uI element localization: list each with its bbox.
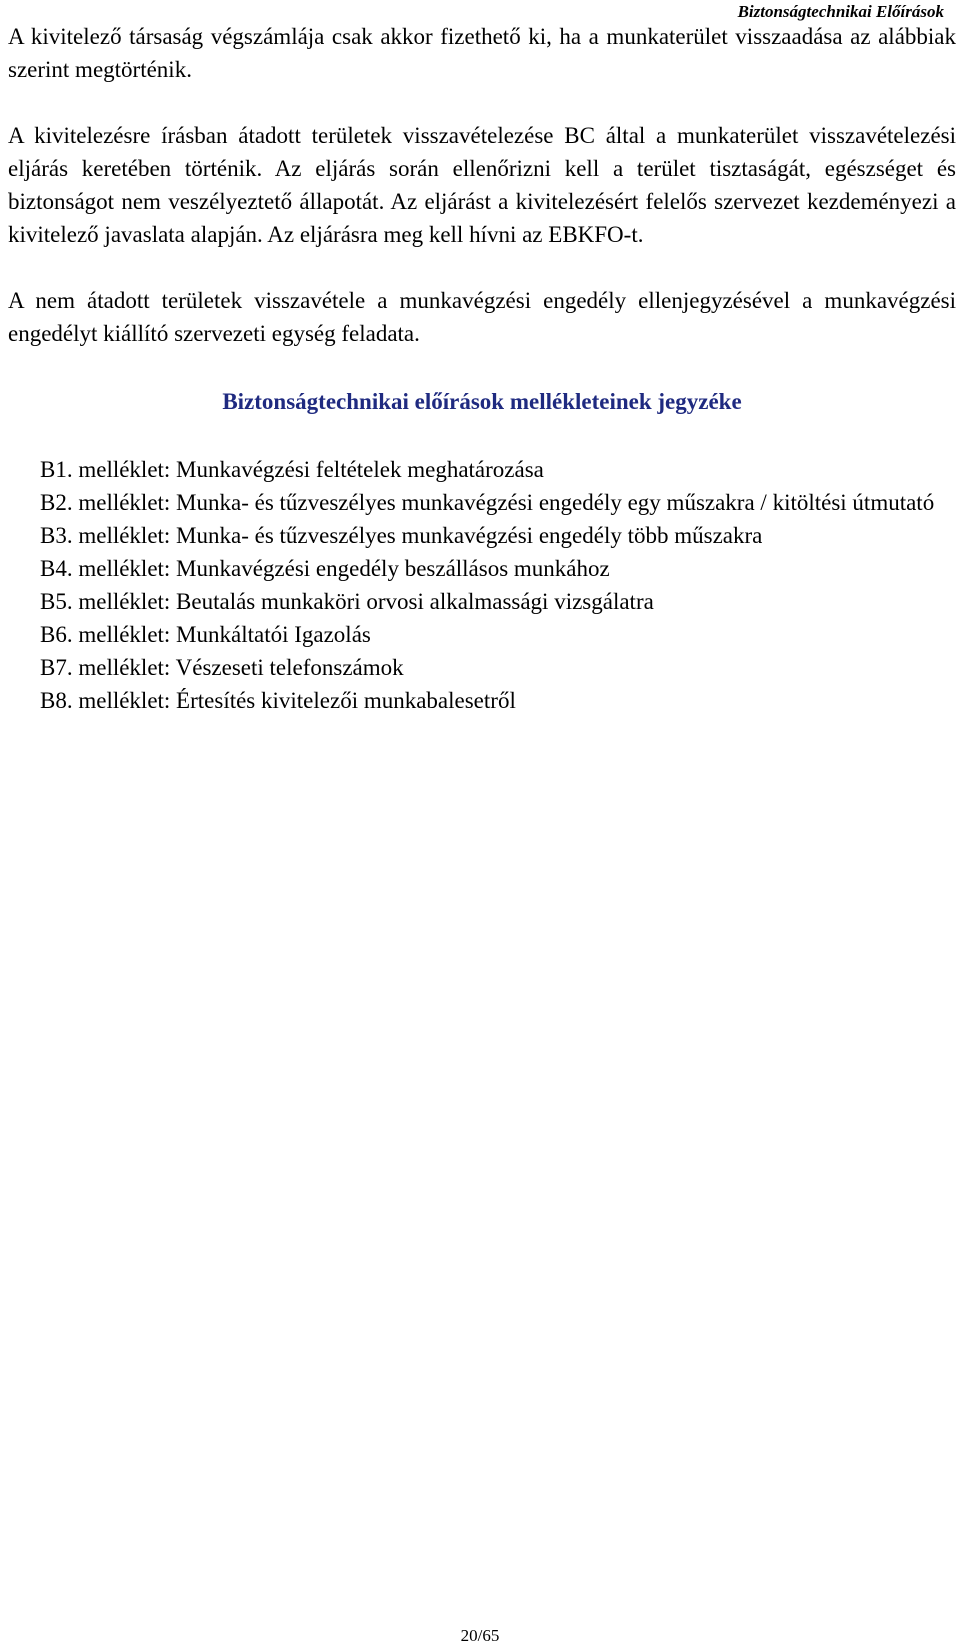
page-number: 20/65 (460, 1626, 500, 1645)
annex-item-b8: B8. melléklet: Értesítés kivitelezői munkabalesetről (40, 688, 516, 713)
document-body (8, 20, 956, 717)
annex-item-b4: B4. melléklet: Munkavégzési engedély beszállásos munkához (40, 556, 610, 581)
paragraph-non-handed-areas: A nem átadott területek visszavétele a munkavégzési engedély ellenjegyzésével a munkavégzési engedélyt kiállító szervezeti egység feladata. (8, 288, 956, 346)
paragraph-area-takeback-procedure: A kivitelezésre írásban átadott területek visszavételezése BC által a munkaterület visszavételezési eljárás keretében történik. Az eljárás során ellenőrizni kell a terület tisztaságát, egészséget és biztonságot nem veszélyeztető állapotát. Az eljárást a kivitelezésért felelős szervezet kezdeményezi a kivitelező javaslata alapján. Az eljárásra meg kell hívni az EBKFO-t. (8, 123, 956, 247)
annex-list-title: Biztonságtechnikai előírások mellékleteinek jegyzéke (222, 389, 742, 414)
annex-item-b7: B7. melléklet: Vészeseti telefonszámok (40, 655, 404, 680)
annex-item-b3: B3. melléklet: Munka- és tűzveszélyes munkavégzési engedély több műszakra (40, 523, 763, 548)
annex-item-b5: B5. melléklet: Beutalás munkaköri orvosi alkalmassági vizsgálatra (40, 589, 654, 614)
annex-list (40, 453, 956, 717)
annex-item-b1: B1. melléklet: Munkavégzési feltételek meghatározása (40, 457, 544, 482)
annex-item-b6: B6. melléklet: Munkáltatói Igazolás (40, 622, 371, 647)
paragraph-final-invoice: A kivitelező társaság végszámlája csak akkor fizethető ki, ha a munkaterület visszaadása az alábbiak szerint megtörténik. (8, 24, 956, 82)
running-header: Biztonságtechnikai Előírások (737, 2, 944, 21)
annex-item-b2: B2. melléklet: Munka- és tűzveszélyes munkavégzési engedély egy műszakra / kitöltési útmutató (40, 490, 935, 515)
